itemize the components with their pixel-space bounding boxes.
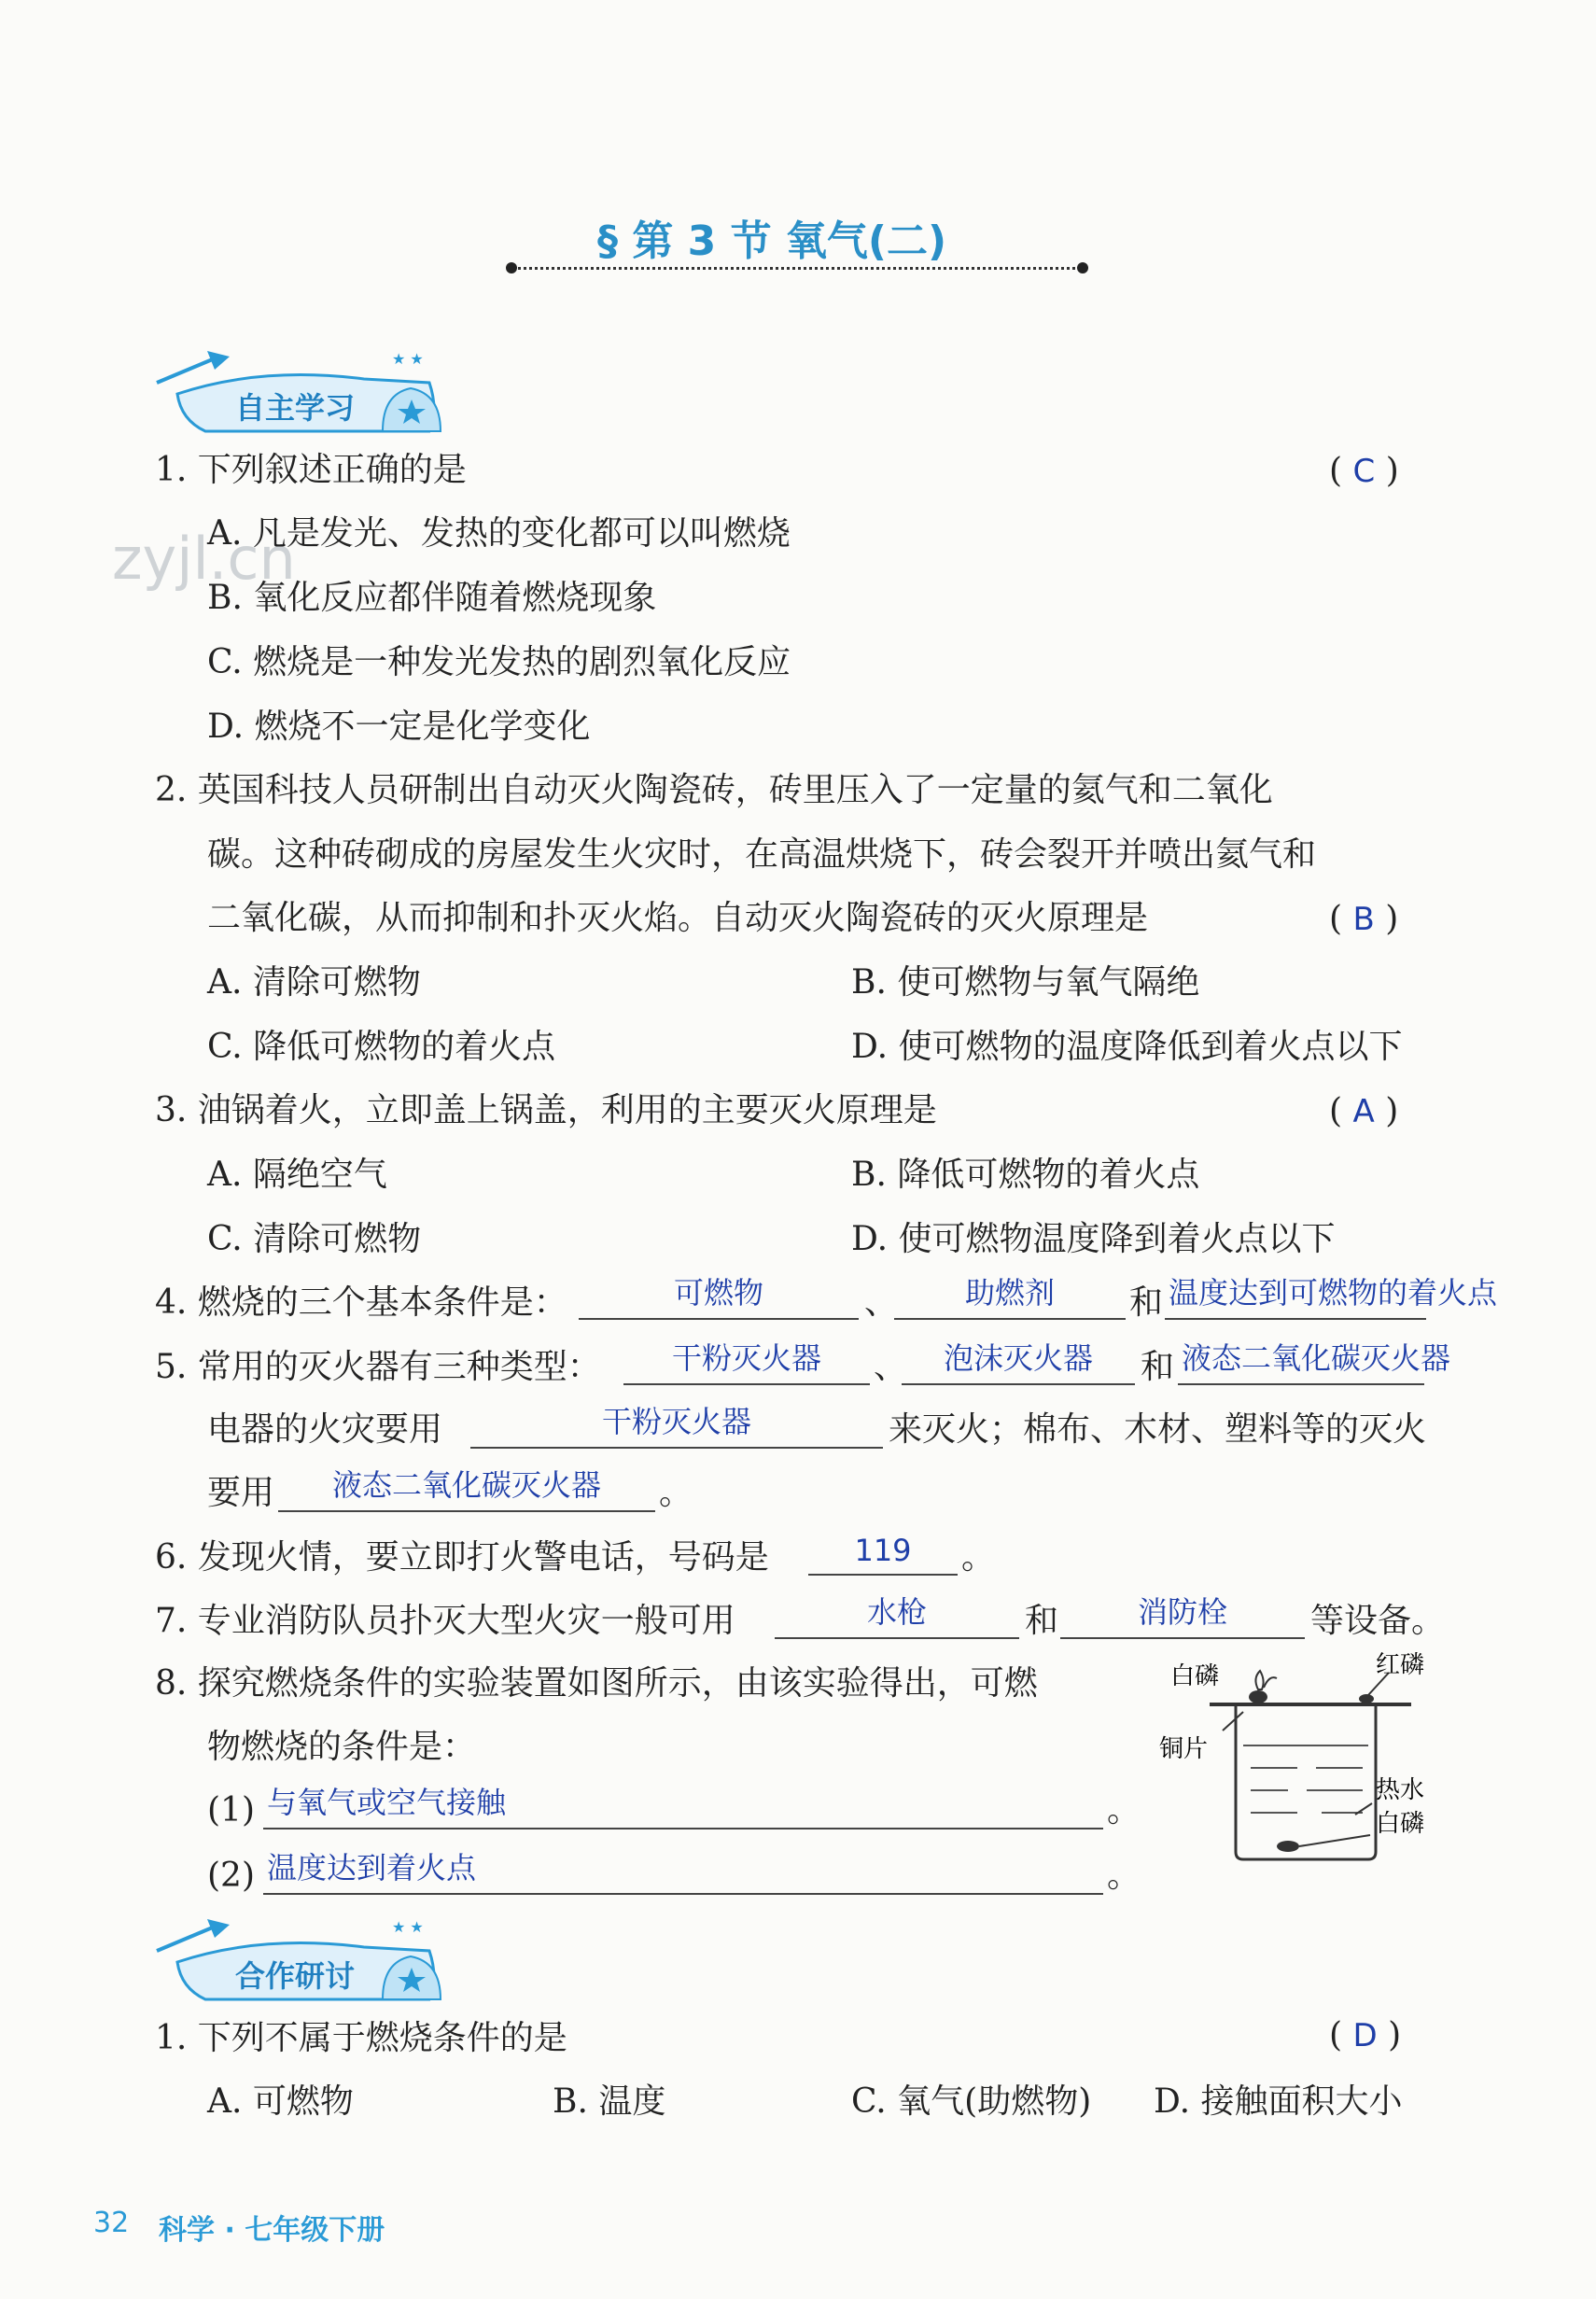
q7-blank-2[interactable] — [1060, 1594, 1305, 1639]
q5-line3-prefix: 要用 — [207, 1474, 275, 1512]
q9-answer-paren: ( D ) — [1329, 2016, 1402, 2054]
q8-answer-1: 与氧气或空气接触 — [267, 1785, 507, 1820]
q4-prefix: 4. 燃烧的三个基本条件是： — [155, 1283, 567, 1322]
q5-answer-4: 干粉灭火器 — [601, 1404, 751, 1439]
q2-option-d: D. 使可燃物的温度降低到着火点以下 — [851, 1028, 1403, 1066]
label-white-phosphorus-top: 白磷 — [1170, 1662, 1220, 1690]
q5-blank-1[interactable] — [623, 1340, 870, 1385]
q7-answer-1: 水枪 — [866, 1594, 927, 1630]
q7-sep: 和 — [1025, 1602, 1059, 1640]
q5-blank-3[interactable] — [1178, 1340, 1451, 1385]
q2-option-a: A. 清除可燃物 — [207, 963, 421, 1002]
q2-option-b: B. 使可燃物与氧气隔绝 — [851, 963, 1200, 1002]
q9-answer: D — [1352, 2017, 1378, 2054]
q7-suffix: 等设备。 — [1310, 1602, 1446, 1640]
q9-option-d: D. 接触面积大小 — [1154, 2082, 1403, 2121]
svg-text:★ ★: ★ ★ — [392, 350, 424, 368]
section-badge-cooperative-discussion — [149, 1913, 457, 2007]
q1-answer-paren: ( C ) — [1329, 452, 1399, 490]
q5-line2-prefix: 电器的火灾要用 — [207, 1410, 443, 1449]
q1-option-c: C. 燃烧是一种发光发热的剧烈氧化反应 — [207, 643, 791, 681]
watermark: zyjl.cn — [112, 525, 296, 593]
q1-option-b: B. 氧化反应都伴随着燃烧现象 — [207, 579, 657, 617]
svg-text:合作研讨: 合作研讨 — [235, 1958, 356, 1994]
q8-line2: 物燃烧的条件是： — [207, 1728, 477, 1766]
q5-line3-suffix: 。 — [659, 1474, 693, 1512]
q5-answer-3: 液态二氧化碳灭火器 — [1182, 1340, 1451, 1376]
q8-blank-1[interactable] — [263, 1785, 1103, 1829]
q5-sep1: 、 — [874, 1348, 908, 1386]
q5-blank-2[interactable] — [902, 1340, 1135, 1385]
q4-blank-2[interactable] — [894, 1275, 1126, 1320]
label-white-phosphorus-bottom: 白磷 — [1376, 1810, 1425, 1838]
q6-suffix: 。 — [961, 1538, 996, 1577]
q1-answer: C — [1352, 453, 1376, 490]
q4-sep2: 和 — [1129, 1283, 1164, 1322]
q3-answer-paren: ( A ) — [1329, 1092, 1399, 1130]
divider-dot-left — [506, 262, 517, 273]
q2-line2: 碳。这种砖砌成的房屋发生火灾时，在高温烘烧下，砖会裂开并喷出氦气和 — [207, 835, 1317, 874]
q4-blank-1[interactable] — [579, 1275, 859, 1320]
pen-icon — [157, 1919, 230, 1951]
q2-line1: 2. 英国科技人员研制出自动灭火陶瓷砖，砖里压入了一定量的氦气和二氧化 — [155, 771, 1273, 809]
q5-answer-2: 泡沫灭火器 — [943, 1340, 1093, 1376]
q1-text: 1. 下列叙述正确的是 — [155, 451, 467, 489]
q5-answer-5: 液态二氧化碳灭火器 — [331, 1467, 601, 1503]
q3-option-a: A. 隔绝空气 — [207, 1156, 387, 1194]
q8-blank-2[interactable] — [263, 1850, 1103, 1895]
q5-blank-5[interactable] — [278, 1467, 655, 1512]
q5-sep2: 和 — [1141, 1348, 1175, 1386]
q8-sub1-end: 。 — [1107, 1791, 1141, 1829]
q2-answer: B — [1352, 901, 1375, 938]
combustion-experiment-diagram — [1157, 1652, 1437, 1867]
q8-sub2-end: 。 — [1107, 1857, 1141, 1895]
q3-option-d: D. 使可燃物温度降到着火点以下 — [851, 1220, 1336, 1258]
q3-answer: A — [1352, 1093, 1375, 1130]
q8-sub1-label: (1) — [207, 1791, 255, 1829]
book-title — [159, 2207, 385, 2248]
q4-blank-3[interactable] — [1165, 1275, 1498, 1320]
page-number: 32 — [93, 2207, 130, 2239]
q5-blank-4[interactable] — [470, 1404, 883, 1449]
q9-option-c: C. 氧气(助燃物) — [851, 2082, 1092, 2121]
q7-answer-2: 消防栓 — [1137, 1594, 1227, 1630]
q4-sep1: 、 — [864, 1283, 899, 1322]
divider-dot-right — [1077, 262, 1088, 273]
q3-text: 3. 油锅着火，立即盖上锅盖，利用的主要灭火原理是 — [155, 1091, 937, 1129]
q1-option-d: D. 燃烧不一定是化学变化 — [207, 708, 591, 746]
svg-text:自主学习: 自主学习 — [235, 390, 356, 426]
q8-sub2-label: (2) — [207, 1857, 255, 1895]
q4-answer-2: 助燃剂 — [964, 1275, 1055, 1311]
page-title: § 第 3 节 氧气(二) — [597, 217, 947, 265]
q2-line3: 二氧化碳，从而抑制和扑灭火焰。自动灭火陶瓷砖的灭火原理是 — [207, 899, 1149, 937]
svg-text:★ ★: ★ ★ — [392, 1918, 424, 1936]
title-divider — [511, 267, 1083, 270]
q6-prefix: 6. 发现火情，要立即打火警电话，号码是 — [155, 1538, 769, 1577]
q6-answer: 119 — [854, 1533, 912, 1568]
section-badge-self-study — [149, 345, 457, 439]
pen-icon — [157, 351, 230, 383]
q5-prefix: 5. 常用的灭火器有三种类型： — [155, 1348, 601, 1386]
q4-answer-3: 温度达到可燃物的着火点 — [1169, 1275, 1498, 1311]
q3-option-b: B. 降低可燃物的着火点 — [851, 1156, 1200, 1194]
q5-answer-1: 干粉灭火器 — [671, 1340, 821, 1376]
q6-blank[interactable] — [808, 1531, 958, 1576]
q8-answer-2: 温度达到着火点 — [267, 1850, 477, 1885]
q8-line1: 8. 探究燃烧条件的实验装置如图所示，由该实验得出，可燃 — [155, 1664, 1038, 1703]
q3-option-c: C. 清除可燃物 — [207, 1220, 422, 1258]
label-red-phosphorus: 红磷 — [1376, 1652, 1425, 1679]
q2-option-c: C. 降低可燃物的着火点 — [207, 1028, 556, 1066]
q5-line2-suffix: 来灭火；棉布、木材、塑料等的灭火 — [889, 1410, 1427, 1449]
q7-blank-1[interactable] — [775, 1594, 1019, 1639]
q1-option-a: A. 凡是发光、发热的变化都可以叫燃烧 — [207, 514, 791, 553]
label-hot-water: 热水 — [1376, 1776, 1425, 1804]
label-copper-sheet: 铜片 — [1159, 1735, 1209, 1763]
book-title-text: 科学 · 七年级下册 — [159, 2214, 385, 2247]
q2-answer-paren: ( B ) — [1329, 900, 1399, 938]
q9-option-a: A. 可燃物 — [207, 2082, 354, 2121]
q4-answer-1: 可燃物 — [673, 1275, 763, 1311]
q7-prefix: 7. 专业消防队员扑灭大型火灾一般可用 — [155, 1602, 735, 1640]
q9-text: 1. 下列不属于燃烧条件的是 — [155, 2019, 567, 2057]
q9-option-b: B. 温度 — [553, 2082, 666, 2121]
